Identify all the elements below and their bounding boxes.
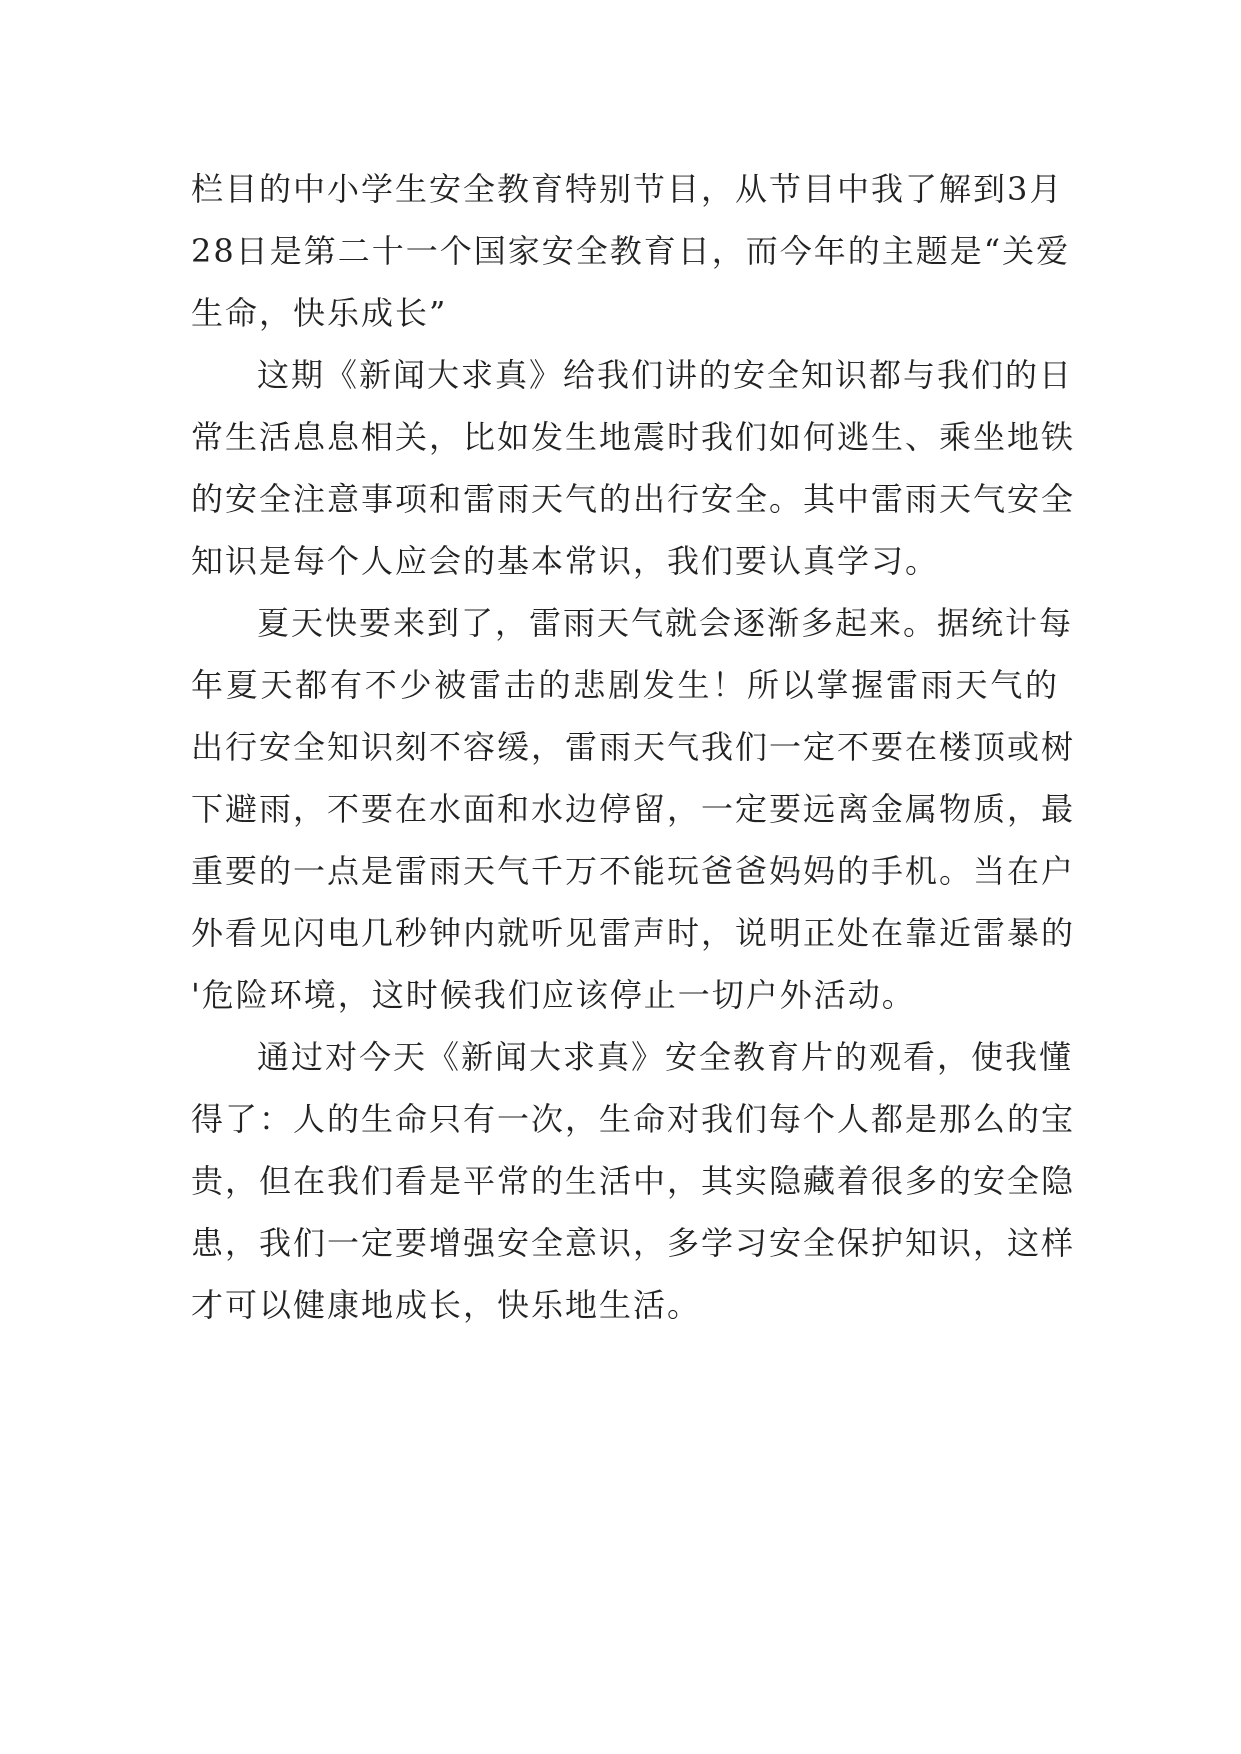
text-line: 栏目的中小学生安全教育特别节目，从节目中我了解到3月 (191, 170, 1064, 208)
text-line: 生命，快乐成长” (191, 294, 448, 332)
text-line: 夏天快要来到了，雷雨天气就会逐渐多起来。据统计每 (257, 604, 1074, 642)
text-line: 得了：人的生命只有一次，生命对我们每个人都是那么的宝 (191, 1100, 1076, 1138)
text-line: 年夏天都有不少被雷击的悲剧发生！所以掌握雷雨天气的 (191, 666, 1059, 704)
text-line: 出行安全知识刻不容缓，雷雨天气我们一定不要在楼顶或树 (191, 728, 1076, 766)
text-line: '危险环境，这时候我们应该停止一切户外活动。 (191, 976, 916, 1014)
text-line: 才可以健康地成长，快乐地生活。 (191, 1286, 702, 1324)
text-line: 下避雨，不要在水面和水边停留，一定要远离金属物质，最 (191, 790, 1076, 828)
text-line: 通过对今天《新闻大求真》安全教育片的观看，使我懂 (257, 1038, 1074, 1076)
text-line: 这期《新闻大求真》给我们讲的安全知识都与我们的日 (257, 356, 1074, 394)
text-line: 的安全注意事项和雷雨天气的出行安全。其中雷雨天气安全 (191, 480, 1076, 518)
text-line: 患，我们一定要增强安全意识，多学习安全保护知识，这样 (191, 1224, 1076, 1262)
text-line: 知识是每个人应会的基本常识，我们要认真学习。 (191, 542, 940, 580)
text-line: 常生活息息相关，比如发生地震时我们如何逃生、乘坐地铁 (191, 418, 1076, 456)
text-line: 28日是第二十一个国家安全教育日，而今年的主题是“关爱 (191, 232, 1071, 270)
text-line: 外看见闪电几秒钟内就听见雷声时，说明正处在靠近雷暴的 (191, 914, 1076, 952)
text-line: 贵，但在我们看是平常的生活中，其实隐藏着很多的安全隐 (191, 1162, 1076, 1200)
body-text (191, 158, 1076, 1336)
text-line: 重要的一点是雷雨天气千万不能玩爸爸妈妈的手机。当在户 (191, 852, 1076, 890)
